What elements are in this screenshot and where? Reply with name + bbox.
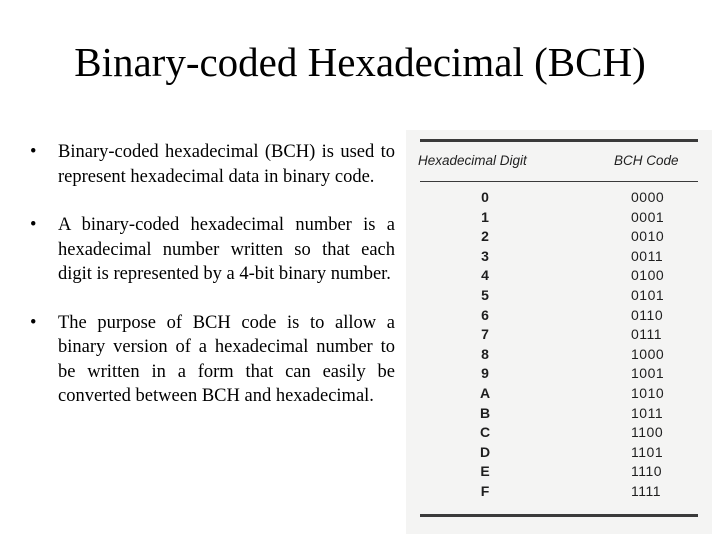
bch-table	[406, 130, 712, 534]
bch-code-cell: 1001	[631, 365, 665, 382]
bullet-text: A binary-coded hexadecimal number is a hexadecimal number written so that each digit is represented by a 4-bit binary number.	[58, 215, 395, 284]
hex-digit-cell: E	[480, 463, 490, 480]
hex-digit-cell: 5	[481, 286, 489, 303]
bullet-item	[30, 140, 395, 189]
hex-digit-cell: 6	[481, 306, 489, 323]
bullet-text: Binary-coded hexadecimal (BCH) is used to represent hexadecimal data in binary code.	[58, 142, 395, 187]
table-row	[406, 307, 712, 327]
hex-digit-cell: B	[479, 404, 491, 421]
table-top-rule	[420, 139, 698, 142]
bullet-marker: •	[30, 142, 37, 162]
table-row	[406, 326, 712, 346]
table-row	[406, 365, 712, 385]
bch-code-cell: 1000	[631, 345, 665, 362]
table-row	[406, 287, 712, 307]
hex-digit-cell: F	[480, 482, 490, 499]
bullet-item	[30, 311, 395, 409]
slide-title: Binary-coded Hexadecimal (BCH)	[74, 39, 646, 85]
table-bottom-rule	[420, 514, 698, 517]
hex-digit-cell: D	[479, 443, 491, 460]
table-row	[406, 405, 712, 425]
table-row	[406, 267, 712, 287]
bch-code-cell: 0100	[631, 267, 665, 284]
bch-code-cell: 1010	[631, 384, 665, 401]
bch-code-cell: 0101	[631, 286, 665, 303]
bullet-item	[30, 213, 395, 287]
bullet-marker: •	[30, 312, 37, 333]
table-body	[406, 189, 712, 503]
hex-digit-cell: 3	[481, 247, 489, 264]
hex-digit-cell: C	[479, 424, 491, 441]
table-row	[406, 189, 712, 209]
hex-digit-cell: 2	[481, 228, 489, 245]
table-row	[406, 248, 712, 268]
hex-digit-cell: 4	[481, 267, 489, 284]
bch-code-cell: 1101	[631, 443, 664, 460]
bullet-list	[30, 140, 395, 433]
hex-digit-cell: 1	[481, 208, 489, 225]
table-row	[406, 463, 712, 483]
bch-code-cell: 1110	[631, 463, 663, 480]
bch-code-cell: 0111	[631, 326, 663, 343]
table-row	[406, 444, 712, 464]
table-row	[406, 424, 712, 444]
bch-code-cell: 0001	[631, 208, 665, 225]
bch-code-header: BCH Code	[614, 153, 679, 168]
hex-digit-cell: 7	[481, 326, 489, 343]
bullet-text: The purpose of BCH code is to allow a binary version of a hexadecimal number to be written in a form that can easily be converted between BCH and hexadecimal.	[58, 312, 395, 406]
hex-digit-cell: 9	[481, 365, 489, 382]
bch-code-cell: 1100	[631, 424, 664, 441]
table-row	[406, 385, 712, 405]
bch-code-cell: 0000	[631, 189, 665, 205]
bch-code-cell: 0011	[631, 247, 664, 264]
table-header-rule	[420, 181, 698, 182]
bch-code-cell: 1111	[631, 482, 662, 499]
table-row	[406, 209, 712, 229]
bch-code-cell: 0110	[631, 306, 664, 323]
hex-digit-header: Hexadecimal Digit	[418, 153, 527, 168]
bullet-marker: •	[30, 215, 37, 235]
hex-digit-cell: 8	[481, 345, 489, 362]
table-row	[406, 483, 712, 503]
table-row	[406, 346, 712, 366]
table-row	[406, 228, 712, 248]
hex-digit-cell: A	[479, 384, 491, 401]
bch-code-cell: 1011	[631, 404, 664, 421]
hex-digit-cell: 0	[481, 189, 489, 205]
bch-code-cell: 0010	[631, 228, 665, 245]
